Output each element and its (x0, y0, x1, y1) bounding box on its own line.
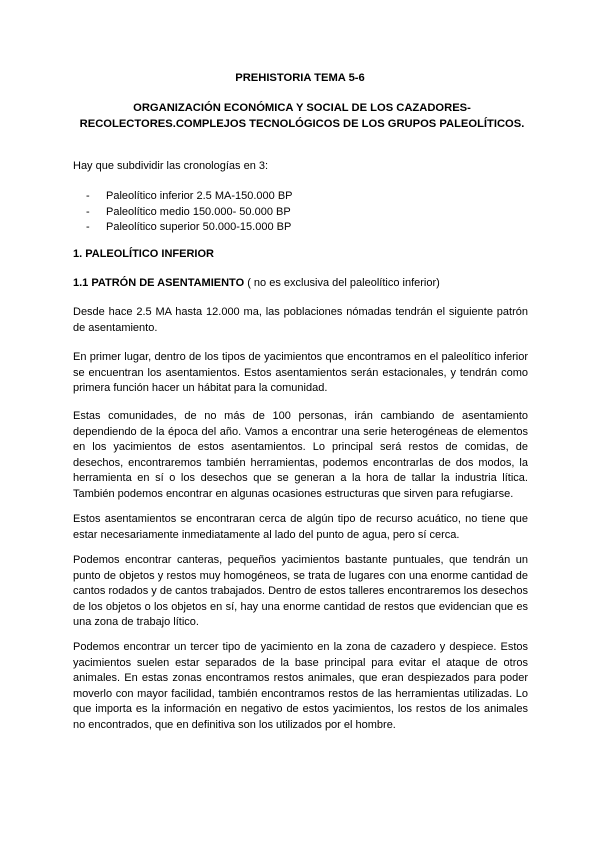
section-heading: 1. PALEOLÍTICO INFERIOR (73, 248, 214, 260)
list-item-text: Paleolítico medio 150.000- 50.000 BP (106, 205, 291, 218)
paragraph: Estos asentamientos se encontraran cerca de algún tipo de recurso acuático, no tiene que estar necesariamente inmediatamente al lado del punto de agua, pero sí cerca. (73, 513, 528, 541)
subsection-note: ( no es exclusiva del paleolítico inferior) (244, 277, 440, 289)
paragraph: Podemos encontrar canteras, pequeños yacimientos bastante puntuales, que tendrán un punto de objetos y restos muy homogéneos, se trata de lugares con una enorme cantidad de cantos rodados y de cantos trabajados. Dentro de estos talleres encontraremos los desechos de los objetos o los objetos en sí, hay una enorme cantidad de restos que evidencian que es una zona de trabajo lítico. (73, 554, 528, 628)
paragraph: En primer lugar, dentro de los tipos de yacimientos que encontramos en el paleolítico inferior se encuentran los asentamientos. Estos asentamientos serán estacionales, y tendrán como primera función hacer un hábitat para la comunidad. (73, 351, 528, 394)
period-list (86, 189, 293, 236)
paragraph: Desde hace 2.5 MA hasta 12.000 ma, las poblaciones nómadas tendrán el siguiente patrón de asentamiento. (73, 306, 528, 334)
list-item (86, 189, 293, 205)
list-item-text: Paleolítico inferior 2.5 MA-150.000 BP (106, 190, 293, 202)
list-bullet: - (86, 190, 90, 202)
document-title: PREHISTORIA TEMA 5-6 (235, 72, 365, 84)
list-bullet: - (86, 205, 90, 218)
list-bullet: - (86, 221, 90, 233)
list-item-text: Paleolítico superior 50.000-15.000 BP (106, 221, 292, 233)
subsection-title: 1.1 PATRÓN DE ASENTAMIENTO (73, 277, 245, 289)
document-subtitle: ORGANIZACIÓN ECONÓMICA Y SOCIAL DE LOS CAZADORES-RECOLECTORES.COMPLEJOS TECNOLÓGICOS DE LOS GRUPOS PALEOLÍTICOS. (79, 102, 525, 130)
intro-text: Hay que subdividir las cronologías en 3: (73, 160, 269, 172)
paragraph: Estas comunidades, de no más de 100 personas, irán cambiando de asentamiento dependiendo de la época del año. Vamos a encontrar una serie heterogéneas de elementos en los yacimientos de estos asentamientos. Lo principal será restos de comidas, de desechos, encontraremos también herramientas, podemos encontrarlas de dos modos, la herramienta en sí o los desechos que se generan a la hora de tallar la industria lítica. También podemos encontrar en algunas ocasiones estructuras que sirven para refugiarse. (73, 410, 528, 500)
list-item (86, 205, 293, 221)
list-item (86, 220, 293, 236)
paragraph: Podemos encontrar un tercer tipo de yacimiento en la zona de cazadero y despiece. Estos yacimientos suelen estar separados de la base principal para evitar el ataque de otros animales. En estas zonas encontramos restos animales, que eran despiezados para poder moverlo con mayor facilidad, también encontramos restos de las herramientas utilizadas. Lo que importa es la información en negativo de estos yacimientos, los restos de los animales no encontrados, que en definitiva son los utilizados por el hombre. (73, 641, 528, 731)
subsection-heading (73, 276, 440, 291)
